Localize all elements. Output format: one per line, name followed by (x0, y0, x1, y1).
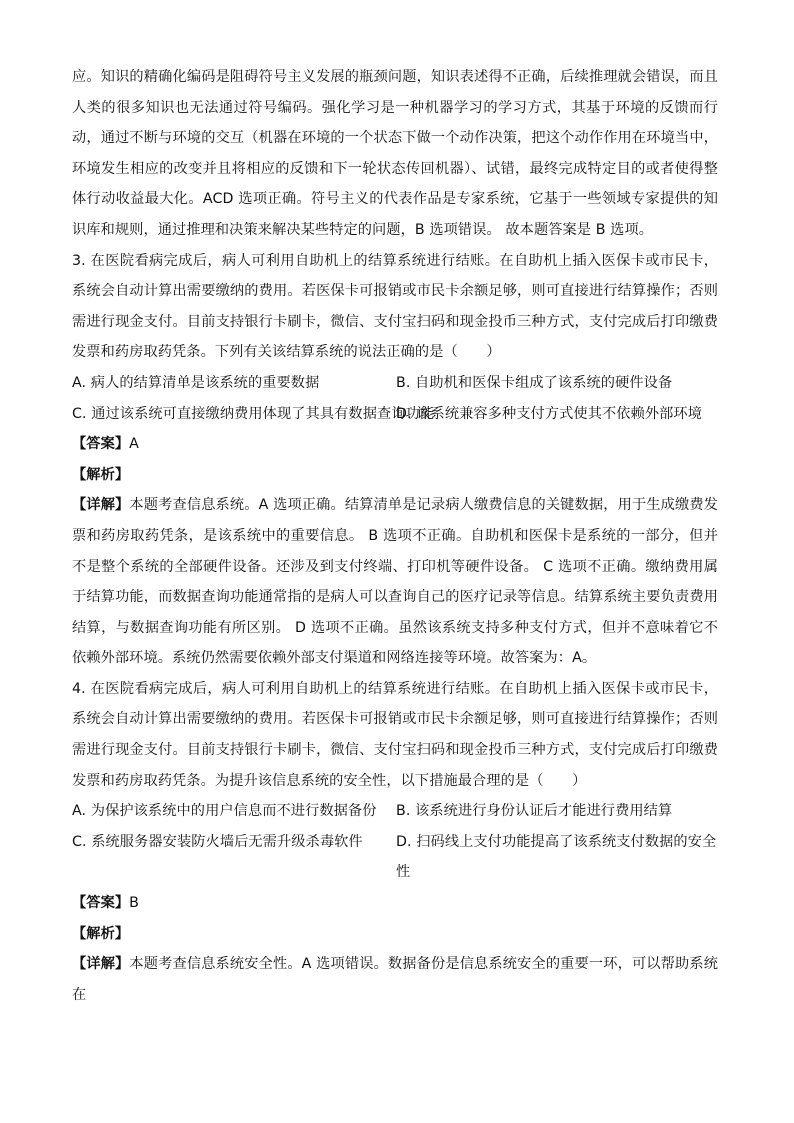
question-3-options-row-2 (72, 399, 718, 430)
answer-tag: 【答案】 (72, 436, 130, 453)
question-3-detail (72, 490, 718, 674)
question-4-analysis-heading: 【解析】 (72, 925, 130, 942)
answer-value: A (129, 436, 139, 453)
question-3-stem: 3. 在医院看病完成后，病人可利用自助机上的结算系统进行结账。在自助机上插入医保卡或市民卡，系统会自动计算出需要缴纳的费用。若医保卡可报销或市民卡余额足够，则可直接进行结算操作；否则需进行现金支付。目前支持银行卡刷卡，微信、支付宝扫码和现金投币三种方式，支付完成后打印缴费发票和药房取药凭条。下列有关该结算系统的说法正确的是（ ） (72, 252, 718, 361)
detail-tag: 【详解】 (72, 956, 130, 973)
question-3-option-b: B. 自助机和医保卡组成了该系统的硬件设备 (396, 374, 673, 391)
question-4-answer (72, 888, 718, 919)
question-3-option-d: D. 该系统兼容多种支付方式使其不依赖外部环境 (396, 405, 702, 422)
answer-value: B (129, 895, 139, 912)
question-3-option-a: A. 病人的结算清单是该系统的重要数据 (72, 374, 320, 391)
question-3-option-c: C. 通过该系统可直接缴纳费用体现了其具有数据查询功能 (72, 405, 435, 422)
question-3-answer (72, 429, 718, 460)
question-4-options-row-1 (72, 796, 718, 827)
question-3-analysis-heading: 【解析】 (72, 466, 130, 483)
question-4-detail (72, 949, 718, 1010)
question-4-option-c: C. 系统服务器安装防火墙后无需升级杀毒软件 (72, 833, 363, 850)
detail-text: 本题考查信息系统安全性。A 选项错误。数据备份是信息系统安全的重要一环，可以帮助系统在 (72, 956, 718, 1003)
question-3-options-row-1 (72, 368, 718, 399)
detail-text: 本题考查信息系统。A 选项正确。结算清单是记录病人缴费信息的关键数据，用于生成缴费发票和药房取药凭条，是该系统中的重要信息。 B 选项不正确。自助机和医保卡是系统的一部分，但并不是整个系统的全部硬件设备。还涉及到支付终端、打印机等硬件设备。 C 选项不正确。缴纳费用属于结算功能，而数据查询功能通常指的是病人可以查询自己的医疗记录等信息。结算系统主要负责费用结算，与数据查询功能有所区别。 D 选项不正确。虽然该系统支持多种支付方式，但并不意味着它不依赖外部环境。系统仍然需要依赖外部支付渠道和网络连接等环境。故答案为：A。 (72, 497, 718, 667)
question-3 (72, 246, 718, 674)
question-4-options-row-2 (72, 827, 718, 888)
question-4-stem: 4. 在医院看病完成后，病人可利用自助机上的结算系统进行结账。在自助机上插入医保卡或市民卡，系统会自动计算出需要缴纳的费用。若医保卡可报销或市民卡余额足够，则可直接进行结算操作；否则需进行现金支付。目前支持银行卡刷卡，微信、支付宝扫码和现金投币三种方式，支付完成后打印缴费发票和药房取药凭条。为提升该信息系统的安全性，以下措施最合理的是（ ） (72, 680, 718, 789)
answer-tag: 【答案】 (72, 895, 130, 912)
question-4-option-a: A. 为保护该系统中的用户信息而不进行数据备份 (72, 803, 377, 820)
question-4-option-b: B. 该系统进行身份认证后才能进行费用结算 (396, 803, 673, 820)
previous-explanation-continuation: 应。知识的精确化编码是阻碍符号主义发展的瓶颈问题，知识表述得不正确，后续推理就会错误，而且人类的很多知识也无法通过符号编码。强化学习是一种机器学习的学习方式，其基于环境的反馈而行动，通过不断与环境的交互（机器在环境的一个状态下做一个动作决策，把这个动作作用在环境当中，环境发生相应的改变并且将相应的反馈和下一轮状态传回机器）、试错，最终完成特定目的或者使得整体行动收益最大化。ACD 选项正确。符号主义的代表作品是专家系统，它基于一些领域专家提供的知识库和规则，通过推理和决策来解决某些特定的问题，B 选项错误。 故本题答案是 B 选项。 (72, 69, 718, 238)
question-4 (72, 674, 718, 1011)
detail-tag: 【详解】 (72, 497, 130, 514)
question-4-option-d: D. 扫码线上支付功能提高了该系统支付数据的安全性 (396, 833, 717, 881)
